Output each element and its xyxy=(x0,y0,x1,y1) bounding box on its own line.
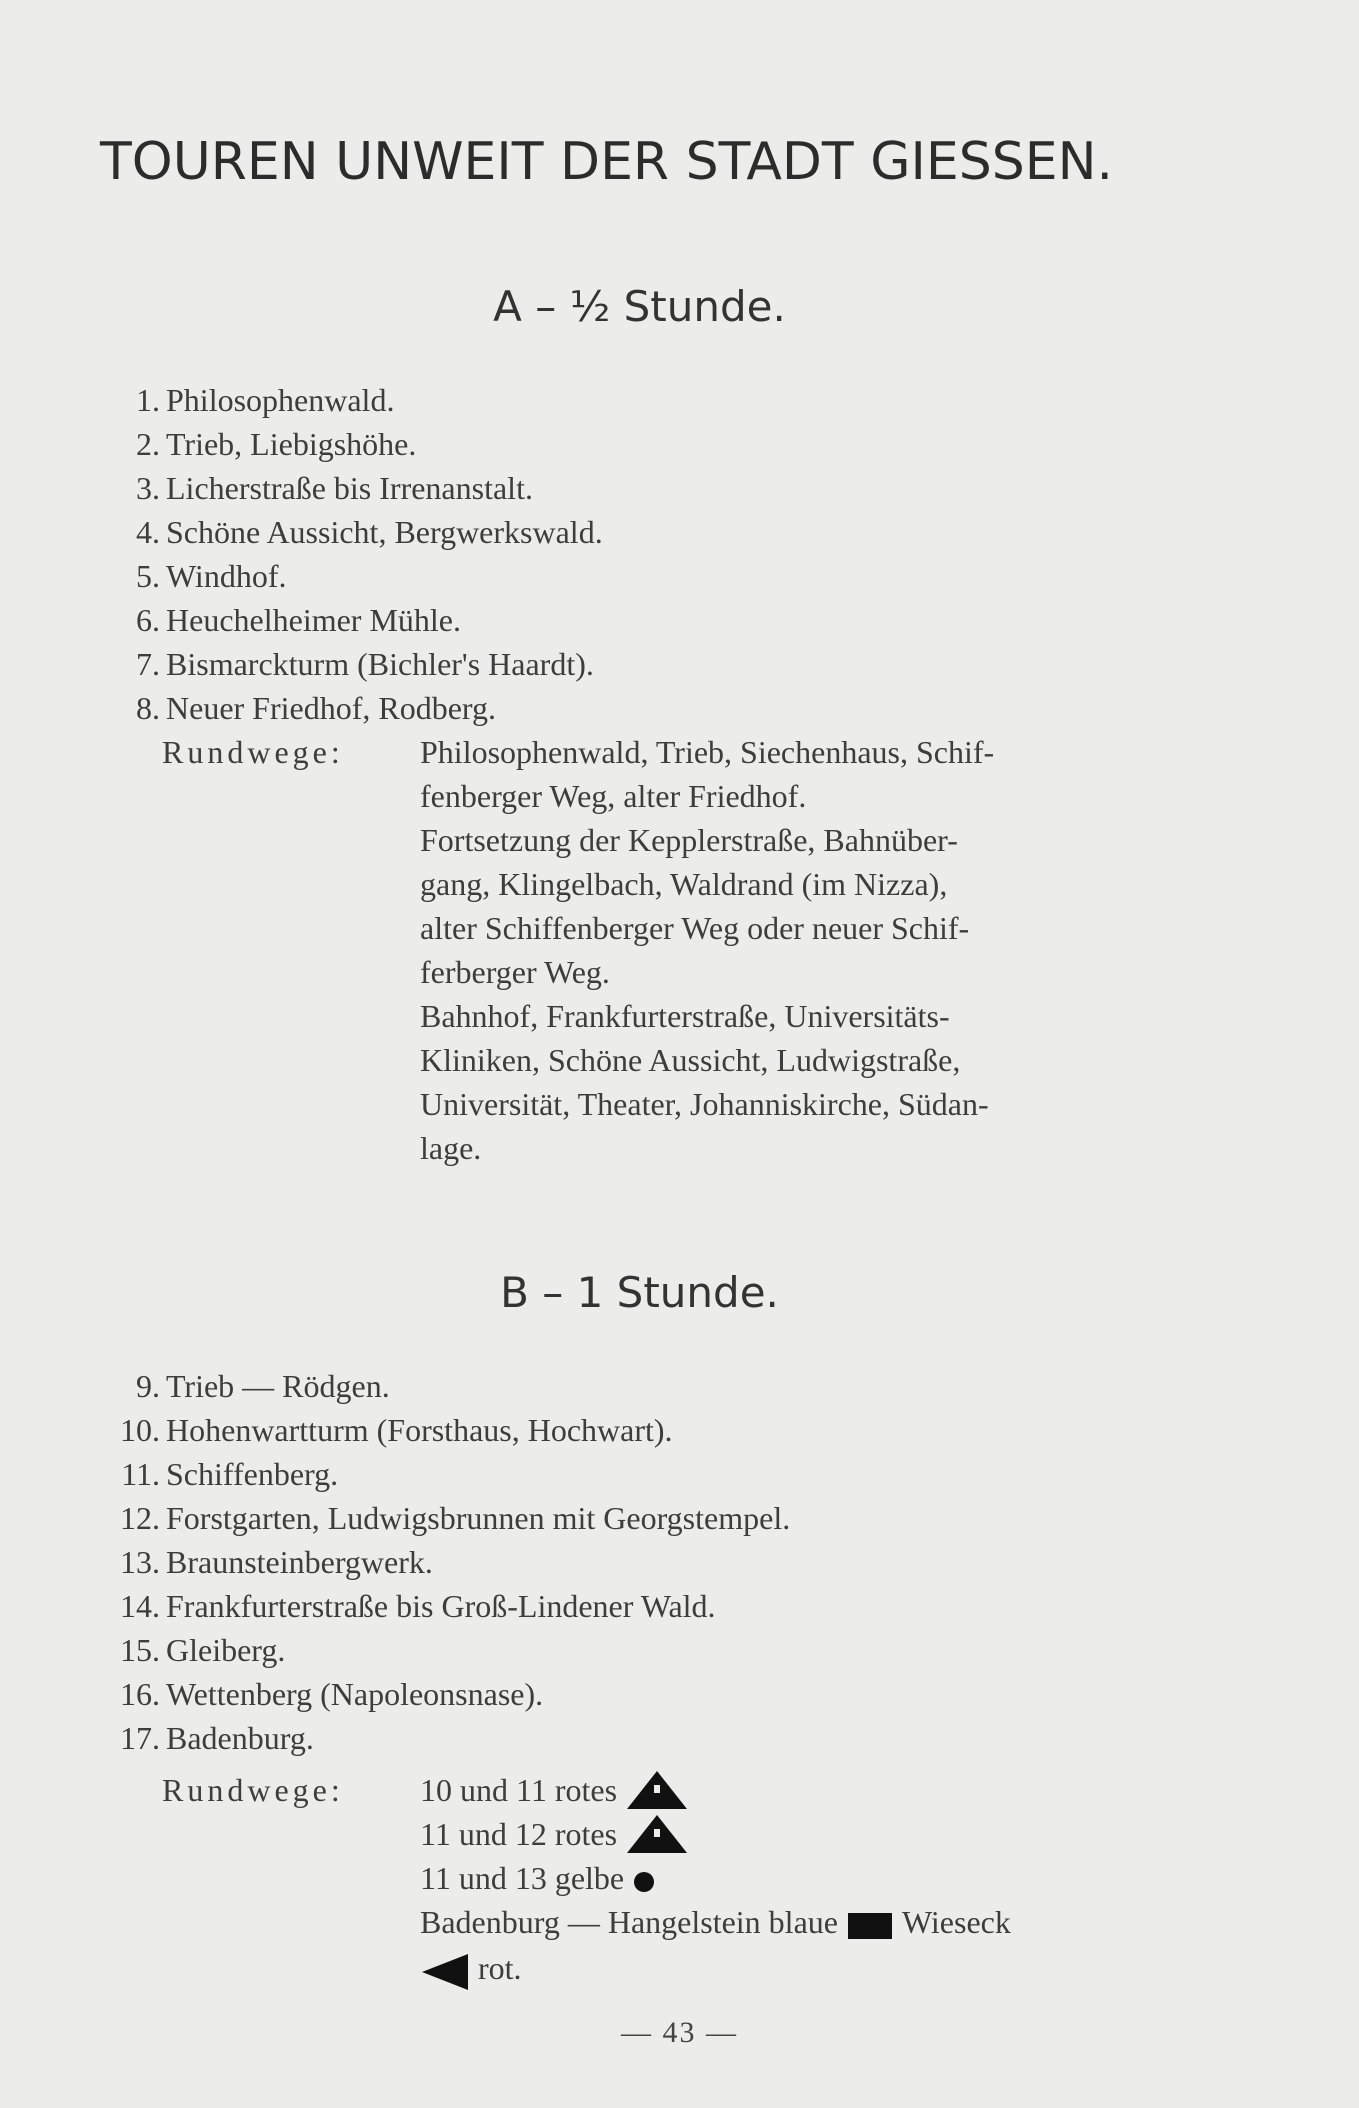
triangle-icon xyxy=(627,1815,687,1853)
section-b-rundwege-label: Rundwege: xyxy=(162,1772,344,1808)
list-item-number: 7. xyxy=(136,646,160,682)
list-item-number: 15. xyxy=(120,1632,160,1668)
list-item: Schöne Aussicht, Bergwerkswald. xyxy=(166,514,603,550)
list-item: Licherstraße bis Irrenanstalt. xyxy=(166,470,533,506)
route-text: Wieseck xyxy=(901,1904,1011,1940)
rundwege-line: fenberger Weg, alter Friedhof. xyxy=(420,778,807,814)
rundwege-line: gang, Klingelbach, Waldrand (im Nizza), xyxy=(420,866,948,902)
list-item-number: 14. xyxy=(120,1588,160,1624)
list-item-number: 11. xyxy=(121,1456,160,1492)
list-item-number: 12. xyxy=(120,1500,160,1536)
triangle-icon xyxy=(627,1771,687,1809)
list-item-number: 6. xyxy=(136,602,160,638)
rundwege-line: Universität, Theater, Johanniskirche, Südan- xyxy=(420,1086,989,1122)
route-text: 11 und 12 rotes xyxy=(420,1816,618,1852)
list-item-number: 4. xyxy=(136,514,160,550)
rundwege-line: Bahnhof, Frankfurterstraße, Universitäts- xyxy=(420,998,950,1034)
rundwege-line: Fortsetzung der Kepplerstraße, Bahnüber- xyxy=(420,822,958,858)
rundwege-line: lage. xyxy=(420,1130,482,1166)
section-b-heading: B – 1 Stunde. xyxy=(500,1268,779,1317)
list-item: Badenburg. xyxy=(166,1720,314,1756)
list-item: Bismarckturm (Bichler's Haardt). xyxy=(166,646,594,682)
rundwege-line: alter Schiffenberger Weg oder neuer Schif- xyxy=(420,910,970,946)
list-item-number: 16. xyxy=(120,1676,160,1712)
page-number: — 43 — xyxy=(621,2016,738,2049)
route-text: 11 und 13 gelbe xyxy=(420,1860,625,1896)
list-item: Hohenwartturm (Forsthaus, Hochwart). xyxy=(166,1412,673,1448)
list-item: Frankfurterstraße bis Groß-Lindener Wald. xyxy=(166,1588,716,1624)
list-item: Windhof. xyxy=(166,558,287,594)
route-line xyxy=(420,1856,664,1900)
list-item: Trieb, Liebigshöhe. xyxy=(166,426,417,462)
route-line xyxy=(420,1812,697,1857)
list-item: Trieb — Rödgen. xyxy=(166,1368,390,1404)
list-item: Schiffenberg. xyxy=(166,1456,339,1492)
route-text: 10 und 11 rotes xyxy=(420,1772,618,1808)
list-item-number: 9. xyxy=(136,1368,160,1404)
list-item: Forstgarten, Ludwigsbrunnen mit Georgstempel. xyxy=(166,1500,791,1536)
list-item: Heuchelheimer Mühle. xyxy=(166,602,461,638)
rundwege-line: Philosophenwald, Trieb, Siechenhaus, Schif- xyxy=(420,734,995,770)
list-item: Neuer Friedhof, Rodberg. xyxy=(166,690,496,726)
section-a-rundwege-label: Rundwege: xyxy=(162,734,344,770)
rundwege-line: Kliniken, Schöne Aussicht, Ludwigstraße, xyxy=(420,1042,961,1078)
rundwege-line: ferberger Weg. xyxy=(420,954,610,990)
list-item-number: 2. xyxy=(136,426,160,462)
section-a-heading: A – ½ Stunde. xyxy=(493,282,786,331)
rectangle-icon xyxy=(848,1913,892,1939)
arrow-left-icon xyxy=(422,1954,468,1990)
route-line xyxy=(420,1946,522,1990)
route-text: Badenburg — Hangelstein blaue xyxy=(420,1904,838,1940)
list-item-number: 10. xyxy=(120,1412,160,1448)
list-item-number: 5. xyxy=(136,558,160,594)
circle-icon xyxy=(634,1872,654,1892)
list-item-number: 1. xyxy=(136,382,160,418)
list-item-number: 8. xyxy=(136,690,160,726)
route-line xyxy=(420,1768,697,1813)
list-item: Braunsteinbergwerk. xyxy=(166,1544,433,1580)
list-item: Wettenberg (Napoleonsnase). xyxy=(166,1676,544,1712)
route-line xyxy=(420,1900,1011,1944)
list-item-number: 13. xyxy=(120,1544,160,1580)
list-item-number: 3. xyxy=(136,470,160,506)
list-item-number: 17. xyxy=(120,1720,160,1756)
page-title: TOUREN UNWEIT DER STADT GIESSEN. xyxy=(100,132,1114,192)
list-item: Gleiberg. xyxy=(166,1632,286,1668)
route-text: rot. xyxy=(478,1950,522,1986)
list-item: Philosophenwald. xyxy=(166,382,395,418)
